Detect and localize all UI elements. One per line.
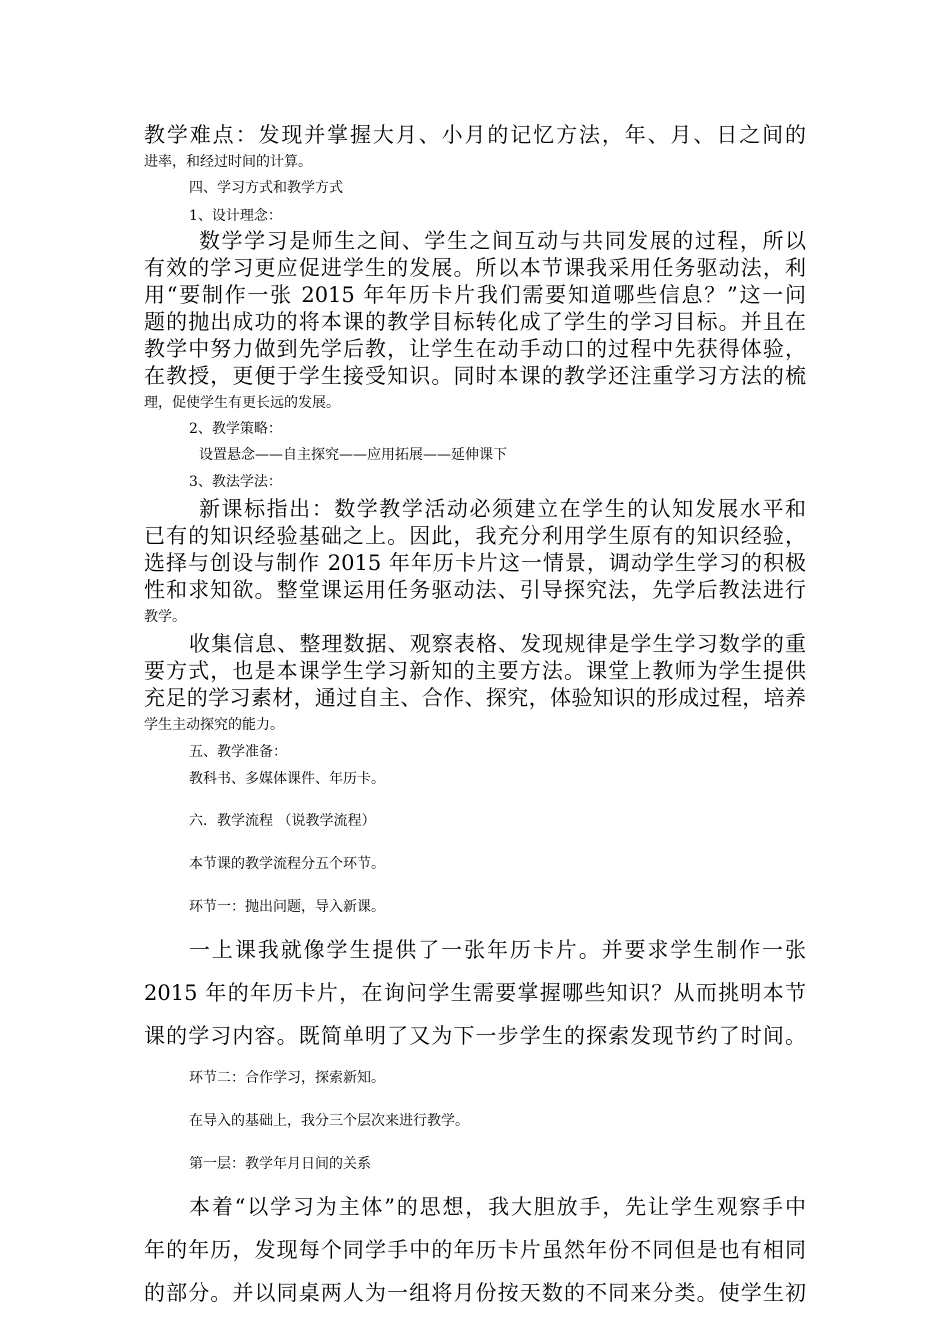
paragraph-line: 要方式，也是本课学生学习新知的主要方法。课堂上教师为学生提供 [144, 659, 806, 683]
paragraph-line: 设置悬念——自主探究——应用拓展——延伸课下 [199, 447, 507, 463]
paragraph-line: 2015 年的年历卡片，在询问学生需要掌握哪些知识？从而挑明本节 [144, 981, 806, 1005]
paragraph-line: 课的学习内容。既简单明了又为下一步学生的探索发现节约了时间。 [144, 1024, 806, 1048]
paragraph-line: 有效的学习更应促进学生的发展。所以本节课我采用任务驱动法，利 [144, 256, 806, 280]
paragraph-line: 在导入的基础上，我分三个层次来进行教学。 [189, 1113, 469, 1129]
paragraph-line: 教学。 [144, 609, 186, 625]
paragraph-line: 进率，和经过时间的计算。 [144, 154, 312, 170]
paragraph-line: 的部分。并以同桌两人为一组将月份按天数的不同来分类。使学生初 [144, 1281, 806, 1305]
subsection-heading: 环节二：合作学习，探索新知。 [189, 1070, 385, 1086]
paragraph-line: 已有的知识经验基础之上。因此，我充分利用学生原有的知识经验， [144, 524, 806, 548]
paragraph-line: 教学中努力做到先学后教，让学生在动手动口的过程中先获得体验， [144, 337, 806, 361]
paragraph-line: 选择与创设与制作 2015 年年历卡片这一情景，调动学生学习的积极 [144, 551, 806, 575]
paragraph-line: 用“要制作一张 2015 年年历卡片我们需要知道哪些信息？”这一问 [144, 283, 806, 307]
paragraph-line: 年的年历，发现每个同学手中的年历卡片虽然年份不同但是也有相同 [144, 1238, 806, 1262]
subsection-heading: 3、教法学法： [189, 474, 282, 490]
paragraph-line: 本着“以学习为主体”的思想，我大胆放手，先让学生观察手中 [189, 1195, 806, 1219]
subsection-heading: 1、设计理念： [189, 208, 282, 224]
paragraph-line: 新课标指出：数学教学活动必须建立在学生的认知发展水平和 [199, 497, 806, 521]
paragraph-line: 数学学习是师生之间、学生之间互动与共同发展的过程，所以 [199, 229, 806, 253]
paragraph-line: 教学难点：发现并掌握大月、小月的记忆方法，年、月、日之间的 [144, 123, 806, 147]
paragraph-line: 性和求知欲。整堂课运用任务驱动法、引导探究法，先学后教法进行 [144, 578, 806, 602]
paragraph-line: 充足的学习素材，通过自主、合作、探究，体验知识的形成过程，培养 [144, 686, 806, 710]
paragraph-line: 本节课的教学流程分五个环节。 [189, 856, 385, 872]
paragraph-line: 学生主动探究的能力。 [144, 717, 284, 733]
section-heading: 五、教学准备： [189, 744, 287, 760]
subsection-heading: 2、教学策略： [189, 421, 282, 437]
paragraph-line: 理，促使学生有更长远的发展。 [144, 395, 340, 411]
paragraph-line: 收集信息、整理数据、观察表格、发现规律是学生学习数学的重 [189, 632, 806, 656]
paragraph-line: 在教授，更便于学生接受知识。同时本课的教学还注重学习方法的梳 [144, 364, 806, 388]
paragraph-line: 题的抛出成功的将本课的教学目标转化成了学生的学习目标。并且在 [144, 310, 806, 334]
section-heading: 六．教学流程 （说教学流程） [189, 813, 376, 829]
paragraph-line: 一上课我就像学生提供了一张年历卡片。并要求学生制作一张 [189, 938, 806, 962]
section-heading: 四、学习方式和教学方式 [189, 180, 343, 196]
subsection-heading: 环节一：抛出问题，导入新课。 [189, 899, 385, 915]
paragraph-line: 教科书、多媒体课件、年历卡。 [189, 771, 385, 787]
subsection-heading: 第一层：教学年月日间的关系 [189, 1156, 371, 1172]
